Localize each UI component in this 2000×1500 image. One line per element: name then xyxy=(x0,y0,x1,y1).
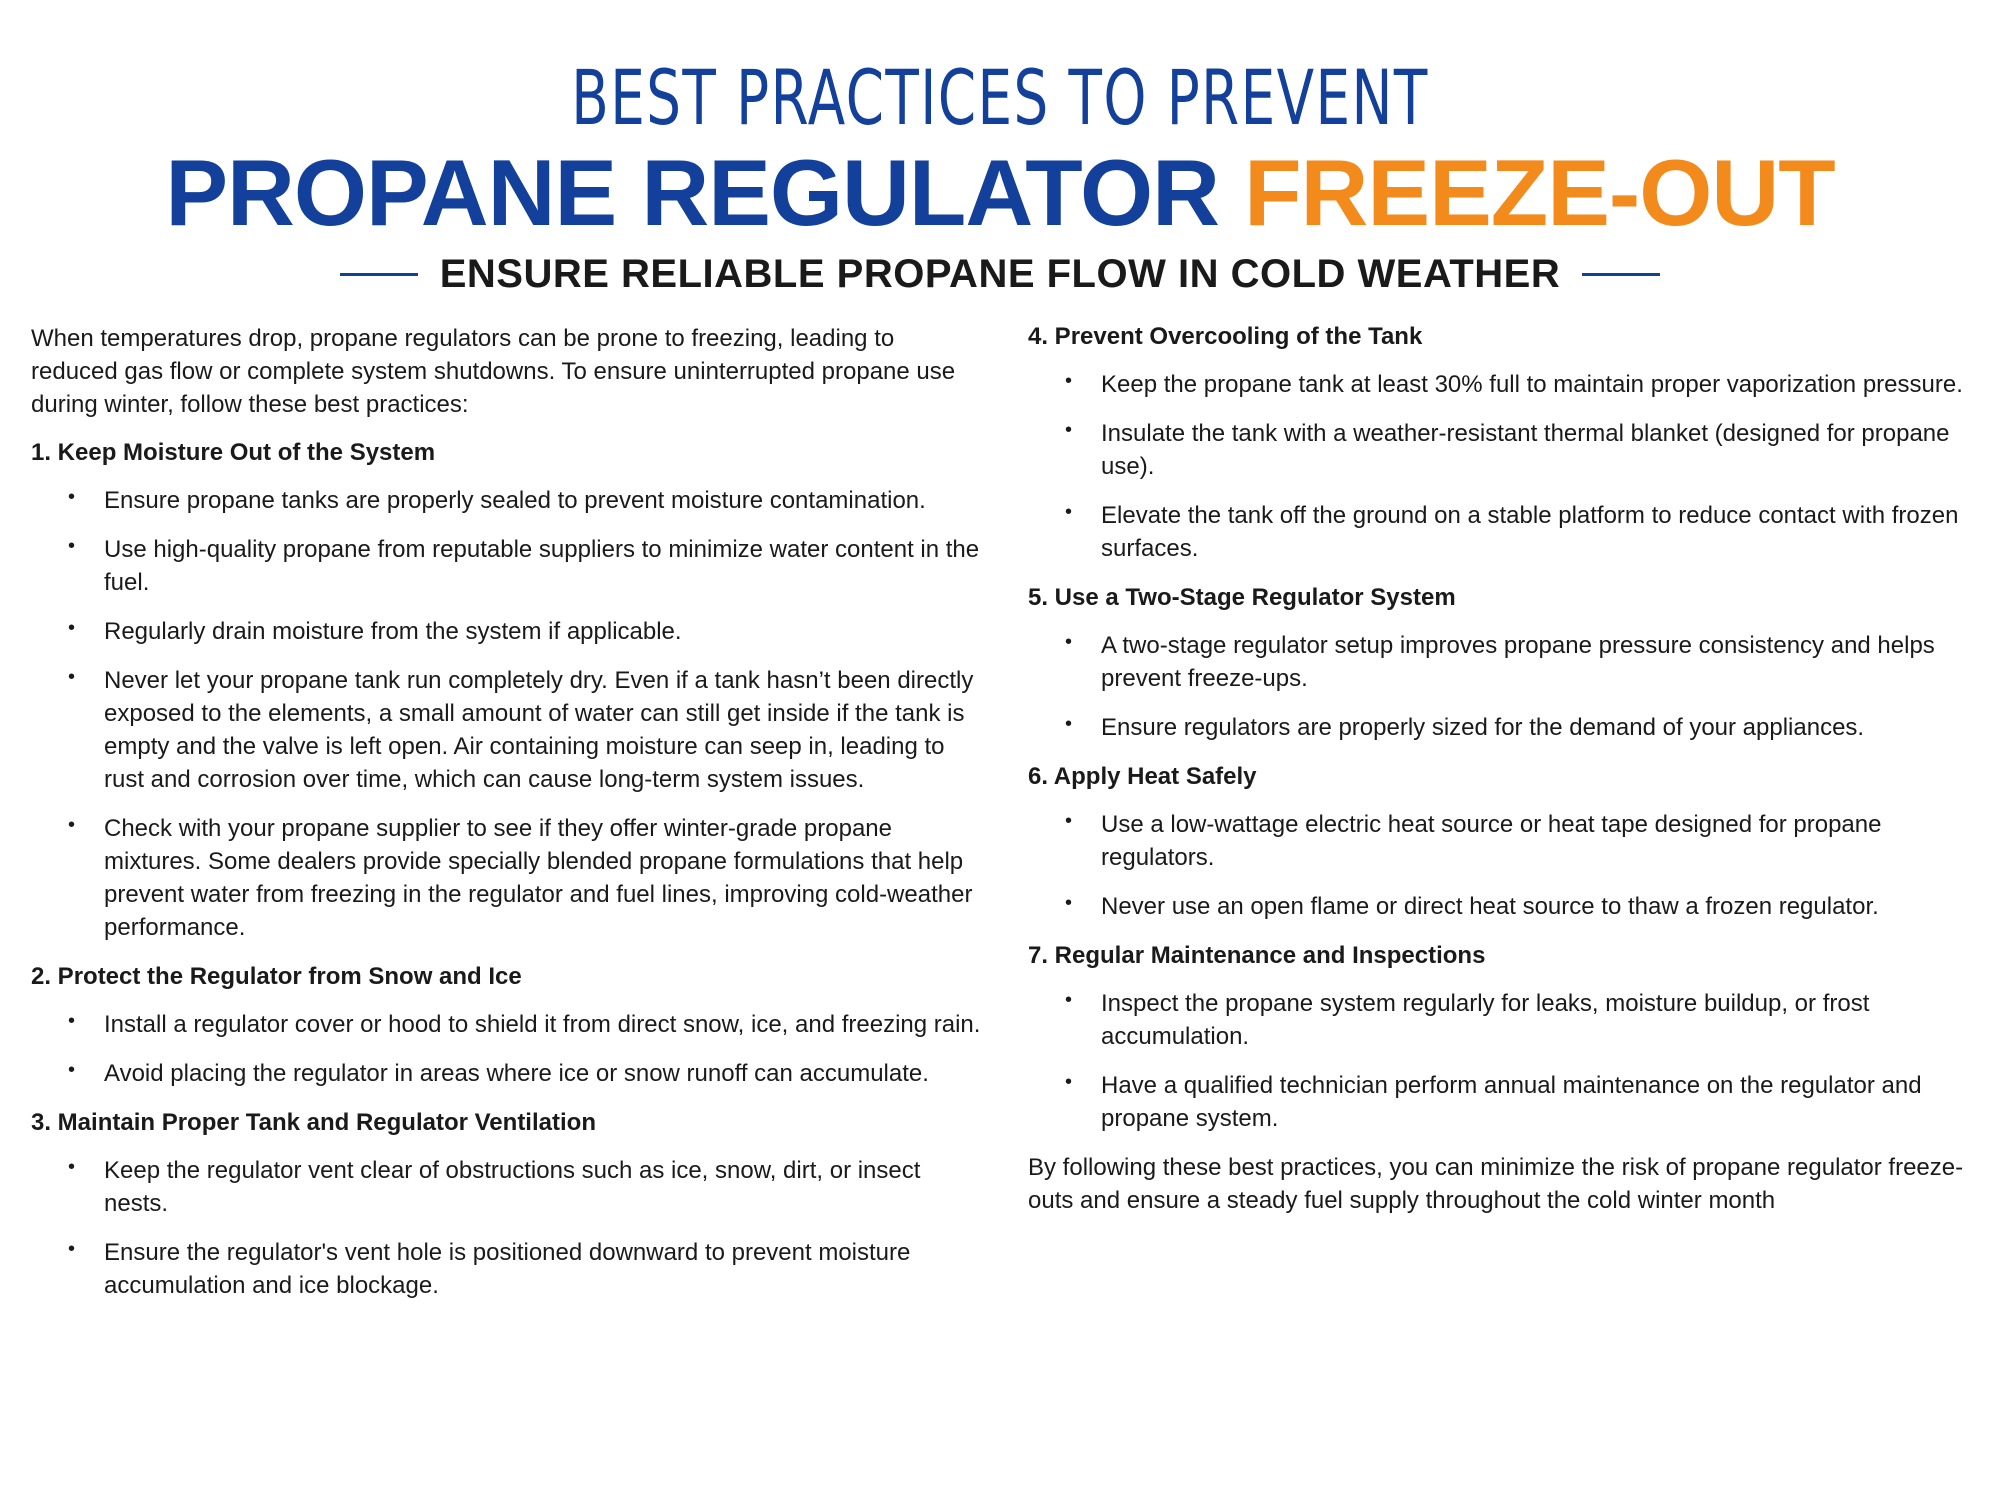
title-orange-part: FREEZE-OUT xyxy=(1244,140,1835,245)
list-item-text: Never let your propane tank run completely dry. Even if a tank hasn’t been directly exposed to the elements, a small amount of water can still get inside if the tank is empty and the valve is left open. Air containing moisture can seep in, leading to rust and corrosion over time, which can cause long-term system issues. xyxy=(104,667,974,793)
bullet-icon: • xyxy=(1065,501,1073,523)
right-column xyxy=(1028,320,1988,1232)
section-3 xyxy=(31,1106,986,1302)
list-item-text: Regularly drain moisture from the system if applicable. xyxy=(104,618,682,645)
bullet-icon: • xyxy=(1065,419,1073,441)
list-item-text: Ensure the regulator's vent hole is positioned downward to prevent moisture accumulation and ice blockage. xyxy=(104,1239,911,1299)
bullet-list xyxy=(1028,987,1988,1135)
subtitle: ENSURE RELIABLE PROPANE FLOW IN COLD WEATHER xyxy=(439,252,1561,296)
list-item xyxy=(31,1008,986,1041)
list-item xyxy=(1028,499,1988,565)
page-header xyxy=(0,55,2000,299)
list-item xyxy=(1028,711,1988,744)
list-item-text: A two-stage regulator setup improves propane pressure consistency and helps prevent freeze-ups. xyxy=(1101,632,1935,692)
list-item xyxy=(31,484,986,517)
list-item xyxy=(1028,890,1988,923)
bullet-icon: • xyxy=(1065,631,1073,653)
list-item-text: Inspect the propane system regularly for leaks, moisture buildup, or frost accumulation. xyxy=(1101,990,1870,1050)
list-item xyxy=(1028,808,1988,874)
section-2 xyxy=(31,960,986,1090)
bullet-icon: • xyxy=(68,1238,76,1260)
bullet-icon: • xyxy=(68,535,76,557)
list-item xyxy=(1028,368,1988,401)
list-item-text: Have a qualified technician perform annual maintenance on the regulator and propane system. xyxy=(1101,1072,1922,1132)
section-title: 7. Regular Maintenance and Inspections xyxy=(1028,942,1486,969)
bullet-icon: • xyxy=(68,1156,76,1178)
section-title: 3. Maintain Proper Tank and Regulator Ventilation xyxy=(31,1109,596,1136)
section-title: 6. Apply Heat Safely xyxy=(1028,763,1257,790)
subtitle-row xyxy=(0,249,2000,299)
bullet-icon: • xyxy=(1065,810,1073,832)
section-title: 5. Use a Two-Stage Regulator System xyxy=(1028,584,1456,611)
bullet-icon: • xyxy=(1065,1071,1073,1093)
bullet-icon: • xyxy=(68,814,76,836)
list-item xyxy=(1028,629,1988,695)
list-item-text: Ensure regulators are properly sized for the demand of your appliances. xyxy=(1101,714,1865,741)
list-item-text: Use a low-wattage electric heat source or heat tape designed for propane regulators. xyxy=(1101,811,1882,871)
section-1 xyxy=(31,436,986,944)
list-item-text: Avoid placing the regulator in areas where ice or snow runoff can accumulate. xyxy=(104,1060,929,1087)
list-item xyxy=(31,1236,986,1302)
list-item xyxy=(31,812,986,944)
title-line-2 xyxy=(0,141,2000,245)
list-item xyxy=(31,533,986,599)
list-item-text: Insulate the tank with a weather-resistant thermal blanket (designed for propane use). xyxy=(1101,420,1950,480)
list-item-text: Never use an open flame or direct heat source to thaw a frozen regulator. xyxy=(1101,893,1879,920)
list-item-text: Keep the regulator vent clear of obstructions such as ice, snow, dirt, or insect nests. xyxy=(104,1157,921,1217)
bullet-icon: • xyxy=(1065,892,1073,914)
bullet-icon: • xyxy=(1065,713,1073,735)
list-item-text: Elevate the tank off the ground on a stable platform to reduce contact with frozen surfaces. xyxy=(1101,502,1959,562)
title-line-1: BEST PRACTICES TO PREVENT xyxy=(571,53,1429,142)
bullet-icon: • xyxy=(1065,370,1073,392)
bullet-list xyxy=(1028,629,1988,744)
section-title: 2. Protect the Regulator from Snow and Ice xyxy=(31,963,522,990)
list-item xyxy=(31,1154,986,1220)
list-item xyxy=(31,1057,986,1090)
section-title: 4. Prevent Overcooling of the Tank xyxy=(1028,323,1423,350)
section-6 xyxy=(1028,760,1988,923)
subtitle-rule-right xyxy=(1582,273,1660,276)
bullet-icon: • xyxy=(68,617,76,639)
bullet-list xyxy=(1028,368,1988,565)
subtitle-rule-left xyxy=(340,273,418,276)
bullet-list xyxy=(1028,808,1988,923)
bullet-icon: • xyxy=(68,1010,76,1032)
list-item xyxy=(1028,1069,1988,1135)
title-blue-part: PROPANE REGULATOR xyxy=(165,140,1245,245)
bullet-list xyxy=(31,1154,986,1302)
bullet-icon: • xyxy=(68,486,76,508)
section-title: 1. Keep Moisture Out of the System xyxy=(31,439,436,466)
list-item-text: Keep the propane tank at least 30% full to maintain proper vaporization pressure. xyxy=(1101,371,1963,398)
bullet-icon: • xyxy=(1065,989,1073,1011)
section-4 xyxy=(1028,320,1988,565)
list-item xyxy=(1028,417,1988,483)
list-item-text: Use high-quality propane from reputable suppliers to minimize water content in the fuel. xyxy=(104,536,980,596)
section-5 xyxy=(1028,581,1988,744)
bullet-icon: • xyxy=(68,666,76,688)
bullet-list xyxy=(31,1008,986,1090)
list-item-text: Ensure propane tanks are properly sealed to prevent moisture contamination. xyxy=(104,487,926,514)
left-column xyxy=(31,322,986,1318)
bullet-icon: • xyxy=(68,1059,76,1081)
intro-paragraph: When temperatures drop, propane regulators can be prone to freezing, leading to reduced gas flow or complete system shutdowns. To ensure uninterrupted propane use during winter, follow these best practices: xyxy=(31,325,956,418)
closing-paragraph: By following these best practices, you can minimize the risk of propane regulator freeze-outs and ensure a steady fuel supply throughout the cold winter month xyxy=(1028,1154,1964,1214)
list-item xyxy=(31,615,986,648)
list-item-text: Check with your propane supplier to see if they offer winter-grade propane mixtures. Some dealers provide specially blended propane formulations that help prevent water from freezing in the regulator and fuel lines, improving cold-weather performance. xyxy=(104,815,973,941)
list-item-text: Install a regulator cover or hood to shield it from direct snow, ice, and freezing rain. xyxy=(104,1011,981,1038)
section-7 xyxy=(1028,939,1988,1135)
list-item xyxy=(1028,987,1988,1053)
bullet-list xyxy=(31,484,986,944)
list-item xyxy=(31,664,986,796)
